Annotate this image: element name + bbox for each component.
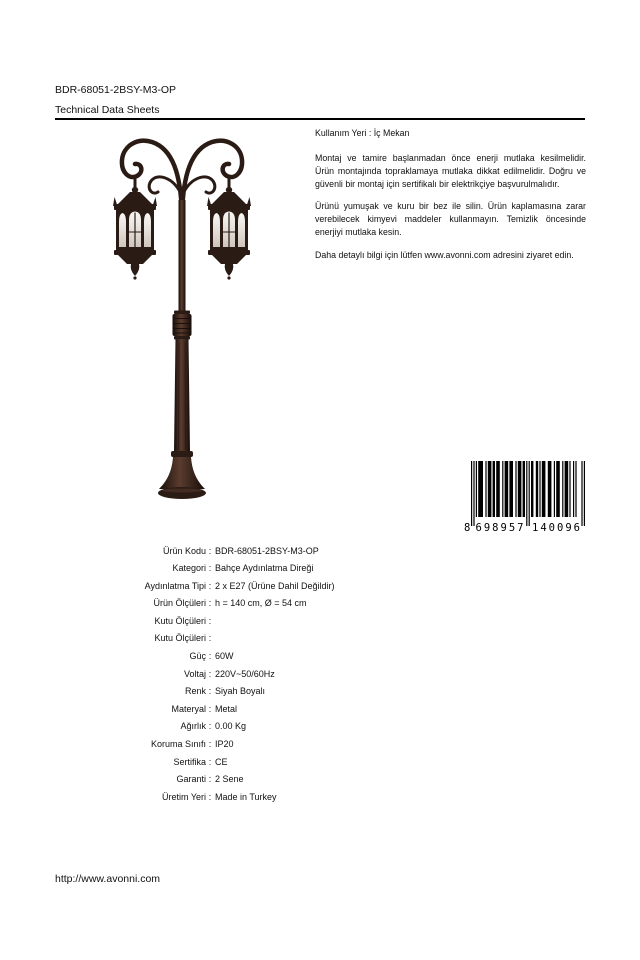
spec-label: Üretim Yeri (161, 791, 206, 802)
usage-separator: : (368, 128, 372, 138)
spec-separator: : (208, 615, 212, 626)
spec-value: IP20 (215, 739, 234, 750)
spec-row-weight (0, 718, 640, 736)
barcode-bar (556, 461, 560, 517)
spec-value: 0.00 Kg (215, 721, 247, 732)
spec-separator: : (208, 668, 212, 679)
spec-value: Made in Turkey (215, 791, 277, 802)
barcode-guard-bar (584, 461, 585, 526)
barcode-guard-bar (471, 461, 472, 526)
barcode-bar (565, 461, 569, 517)
more-info-paragraph (315, 249, 586, 262)
spec-value: 60W (215, 651, 234, 662)
usage-location (315, 127, 586, 139)
barcode-bar (548, 461, 552, 517)
usage-value: İç Mekan (373, 128, 410, 138)
lamp-base (158, 451, 206, 499)
lamp-scroll-left (149, 177, 179, 193)
spec-value: h = 140 cm, Ø = 54 cm (215, 598, 307, 609)
spec-row-color (0, 683, 640, 701)
spec-separator: : (208, 545, 212, 556)
spec-label: Ürün Ölçüleri (153, 598, 206, 609)
spec-separator: : (208, 721, 212, 732)
spec-row-category (0, 560, 640, 578)
spec-separator: : (208, 703, 212, 714)
footer-website-url: http://www.avonni.com (55, 873, 161, 885)
barcode-digits-right: 140096 (532, 522, 580, 534)
header-divider (55, 118, 585, 120)
barcode-bar (485, 461, 486, 517)
spec-separator: : (208, 791, 212, 802)
barcode-bar (531, 461, 533, 517)
spec-value: Metal (215, 703, 238, 714)
usage-label: Kullanım Yeri (315, 128, 367, 138)
spec-label: Sertifika (173, 756, 206, 767)
barcode-bar (518, 461, 522, 517)
spec-separator: : (208, 580, 212, 591)
barcode-bar (493, 461, 495, 517)
spec-row-box-dimensions-2 (0, 630, 640, 648)
barcode-digit-first: 8 (464, 522, 471, 534)
barcode-bars (471, 461, 585, 526)
barcode-bar (515, 461, 516, 517)
spec-row-product-dimensions (0, 595, 640, 613)
spec-label: Materyal (171, 703, 206, 714)
spec-label: Ağırlık (180, 721, 206, 732)
spec-separator: : (208, 686, 212, 697)
spec-row-certificate (0, 754, 640, 772)
spec-label: Kutu Ölçüleri (154, 615, 206, 626)
barcode-bar (562, 461, 563, 517)
spec-value: Bahçe Aydınlatma Direği (215, 563, 314, 574)
cleaning-paragraph (315, 200, 586, 239)
spec-separator: : (208, 563, 212, 574)
safety-paragraph (315, 152, 586, 191)
spec-row-protection-class (0, 736, 640, 754)
spec-label: Aydınlatma Tipi (144, 580, 206, 591)
spec-label: Voltaj (183, 668, 206, 679)
spec-row-power (0, 648, 640, 666)
barcode-guard-bar (581, 461, 582, 526)
spec-separator: : (208, 774, 212, 785)
barcode-guard-bar (529, 461, 530, 526)
spec-row-origin (0, 789, 640, 807)
barcode-bar (505, 461, 509, 517)
spec-separator: : (208, 651, 212, 662)
barcode-bar (569, 461, 570, 517)
barcode (462, 461, 587, 535)
spec-table (0, 543, 640, 807)
document-subtitle: Technical Data Sheets (55, 104, 160, 116)
barcode-bar (476, 461, 477, 517)
spec-value: BDR-68051-2BSY-M3-OP (215, 545, 319, 556)
spec-value: 220V~50/60Hz (215, 668, 275, 679)
barcode-bar (488, 461, 492, 517)
spec-label: Kategori (172, 563, 206, 574)
product-code-title: BDR-68051-2BSY-M3-OP (55, 84, 176, 96)
barcode-bar (536, 461, 538, 517)
paragraph-line: Montaj ve tamire başlanmadan önce enerji mutlaka kesilmelidir. (315, 152, 586, 163)
paragraph-line: güvenli bir montaj için sertifikalı bir elektrikçiye başvurulmalıdır. (315, 178, 560, 189)
paragraph-line: Ürün montajında topraklamaya mutlaka dikkat edilmelidir. Doğru ve (315, 165, 586, 176)
spec-label: Güç (189, 651, 206, 662)
spec-row-warranty (0, 771, 640, 789)
spec-row-material (0, 701, 640, 719)
lamp-scroll-right (185, 177, 215, 193)
paragraph-line: Ürünü yumuşak ve kuru bir bez ile silin. Ürün kaplamasına zarar (315, 200, 586, 211)
spec-value: Siyah Boyalı (215, 686, 266, 697)
spec-row-voltage (0, 666, 640, 684)
spec-label: Garanti (176, 774, 206, 785)
barcode-bar (509, 461, 513, 517)
barcode-guard-bar (526, 461, 527, 526)
spec-row-box-dimensions-1 (0, 613, 640, 631)
barcode-bar (539, 461, 540, 517)
barcode-bar (573, 461, 574, 517)
barcode-guard-bar (473, 461, 474, 526)
product-image (100, 135, 270, 510)
barcode-bar (575, 461, 576, 517)
spec-value: 2 Sene (215, 774, 244, 785)
spec-separator: : (208, 739, 212, 750)
paragraph-line: verebilecek kimyevi maddeler kullanmayın. Temizlik öncesinde (315, 213, 586, 224)
barcode-bar (478, 461, 483, 517)
lamp-pole (173, 200, 192, 452)
paragraph-line: Daha detaylı bilgi için lütfen www.avonni.com adresini ziyaret edin. (315, 249, 574, 260)
barcode-bar (496, 461, 500, 517)
spec-label: Renk (184, 686, 206, 697)
spec-separator: : (208, 756, 212, 767)
spec-label: Kutu Ölçüleri (154, 633, 206, 644)
spec-label: Koruma Sınıfı (150, 739, 206, 750)
spec-row-lighting-type (0, 578, 640, 596)
spec-value: CE (215, 756, 228, 767)
barcode-bar (554, 461, 555, 517)
spec-separator: : (208, 633, 212, 644)
spec-label: Ürün Kodu (162, 545, 206, 556)
spec-row-product-code (0, 543, 640, 561)
spec-separator: : (208, 598, 212, 609)
barcode-digits-left: 698957 (475, 522, 524, 534)
barcode-bar (523, 461, 525, 517)
paragraph-line: enerjiyi mutlaka kesin. (315, 226, 402, 237)
barcode-bar (502, 461, 503, 517)
spec-value: 2 x E27 (Ürüne Dahil Değildir) (215, 580, 335, 591)
barcode-bar (542, 461, 546, 517)
